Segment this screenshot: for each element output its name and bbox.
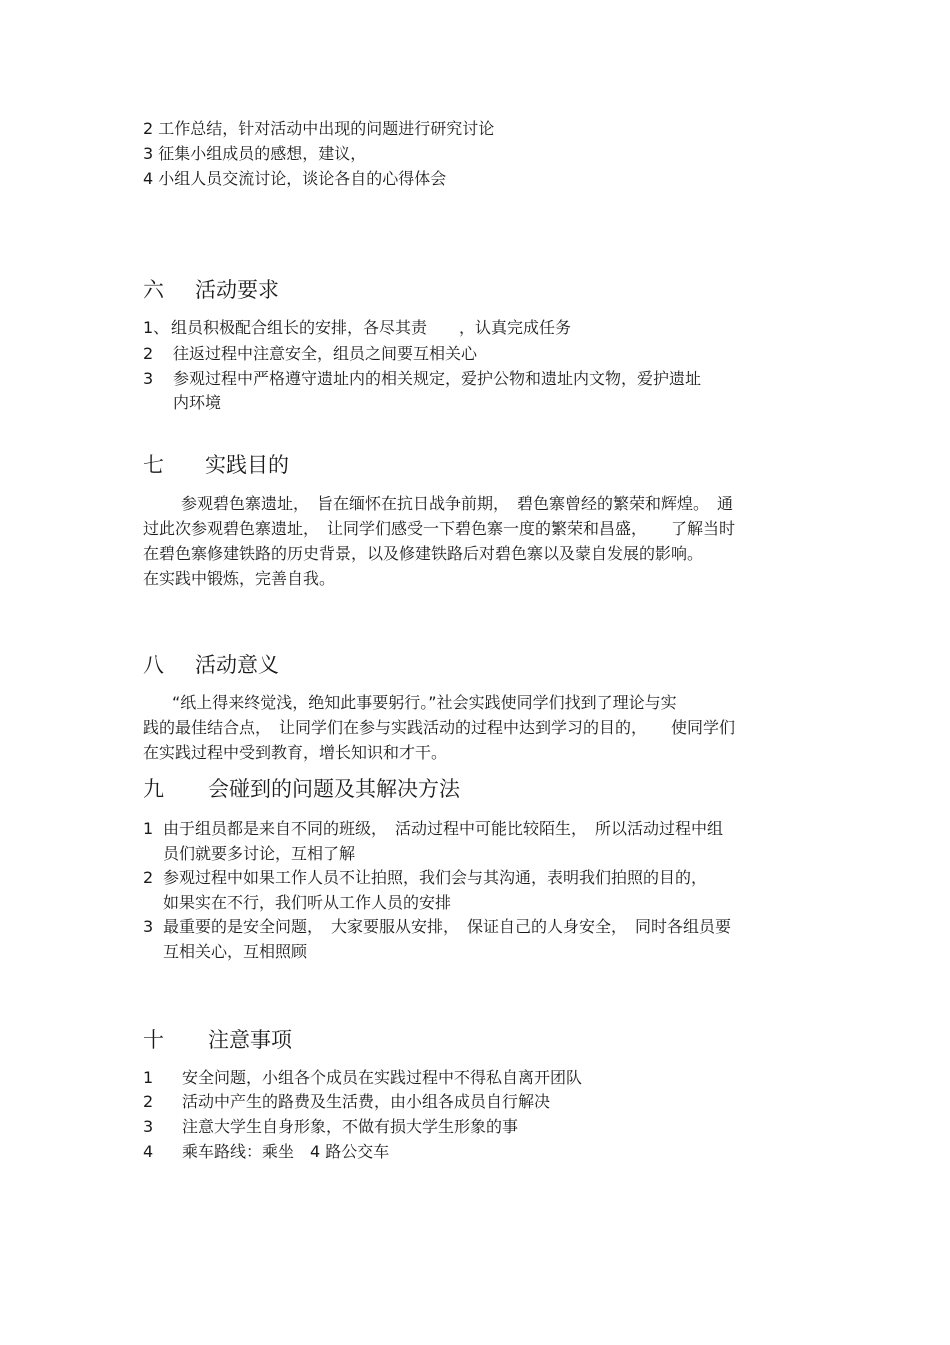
list-item: 3 征集小组成员的感想，建议， <box>143 144 367 163</box>
item-number: 1、 <box>143 318 170 337</box>
item-number: 2 <box>143 868 154 887</box>
paragraph-line: 在碧色寨修建铁路的历史背景，以及修建铁路后对碧色寨以及蒙自发展的影响。 <box>143 544 704 563</box>
list-item: 最重要的是安全问题， 大家要服从安排， 保证自己的人身安全， 同时各组员要 <box>163 917 732 936</box>
list-item: 参观过程中严格遵守遗址内的相关规定，爱护公物和遗址内文物，爱护遗址 <box>173 369 702 388</box>
paragraph-line: 过此次参观碧色寨遗址， 让同学们感受一下碧色寨一度的繁荣和昌盛， 了解当时 <box>143 519 736 538</box>
item-number: 1 <box>143 819 154 838</box>
section-number: 十 <box>143 1028 164 1052</box>
section-title: 活动要求 <box>195 278 279 302</box>
list-item: 安全问题，小组各个成员在实践过程中不得私自离开团队 <box>182 1068 583 1087</box>
section-title: 实践目的 <box>205 453 289 477</box>
paragraph-line: 参观碧色寨遗址， 旨在缅怀在抗日战争前期， 碧色寨曾经的繁荣和辉煌。 通 <box>181 494 734 513</box>
section-number: 九 <box>143 777 164 801</box>
item-number: 4 <box>143 1142 154 1161</box>
paragraph-line: 在实践过程中受到教育，增长知识和才干。 <box>143 743 448 762</box>
item-number: 2 <box>143 344 154 363</box>
item-number: 2 <box>143 1092 154 1111</box>
list-item: 2 工作总结，针对活动中出现的问题进行研究讨论 <box>143 119 495 138</box>
section-number: 八 <box>143 653 164 677</box>
list-item: 由于组员都是来自不同的班级， 活动过程中可能比较陌生， 所以活动过程中组 <box>163 819 724 838</box>
list-item: 乘车路线：乘坐 4 路公交车 <box>182 1142 390 1161</box>
list-item: 4 小组人员交流讨论，谈论各自的心得体会 <box>143 169 447 188</box>
section-title: 会碰到的问题及其解决方法 <box>208 777 460 801</box>
paragraph-line: “纸上得来终觉浅，绝知此事要躬行。”社会实践使同学们找到了理论与实 <box>172 693 677 712</box>
list-item-continuation: 内环境 <box>173 393 222 412</box>
list-item: 注意大学生自身形象，不做有损大学生形象的事 <box>182 1117 519 1136</box>
paragraph-line: 在实践中锻炼，完善自我。 <box>143 569 336 588</box>
item-number: 3 <box>143 1117 154 1136</box>
paragraph-line: 践的最佳结合点， 让同学们在参与实践活动的过程中达到学习的目的， 使同学们 <box>143 718 736 737</box>
list-item: 组员积极配合组长的安排，各尽其责 ，认真完成任务 <box>171 318 572 337</box>
section-number: 七 <box>143 453 164 477</box>
item-number: 1 <box>143 1068 154 1087</box>
list-item-continuation: 互相关心，互相照顾 <box>163 942 308 961</box>
list-item-continuation: 员们就要多讨论，互相了解 <box>163 844 356 863</box>
item-number: 3 <box>143 369 154 388</box>
section-number: 六 <box>143 278 164 302</box>
list-item: 活动中产生的路费及生活费，由小组各成员自行解决 <box>182 1092 551 1111</box>
list-item: 往返过程中注意安全，组员之间要互相关心 <box>173 344 478 363</box>
section-title: 活动意义 <box>195 653 279 677</box>
list-item: 参观过程中如果工作人员不让拍照，我们会与其沟通，表明我们拍照的目的， <box>163 868 708 887</box>
item-number: 3 <box>143 917 154 936</box>
list-item-continuation: 如果实在不行，我们听从工作人员的安排 <box>163 893 452 912</box>
section-title: 注意事项 <box>208 1028 292 1052</box>
